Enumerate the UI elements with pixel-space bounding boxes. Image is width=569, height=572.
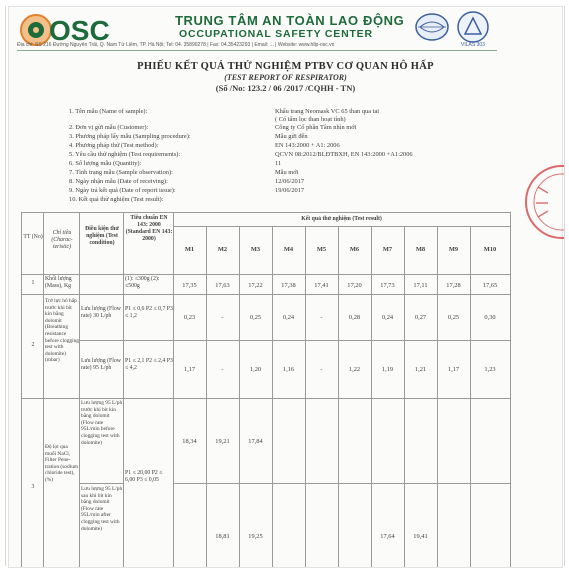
- row-line: [21, 398, 511, 399]
- row3b-value: 19,25: [248, 533, 263, 540]
- row1-value: 17,20: [347, 282, 362, 289]
- svg-text:VILAS 303: VILAS 303: [461, 42, 485, 48]
- row1-value: 17,11: [413, 282, 428, 289]
- row2a-value: 0,28: [348, 314, 361, 321]
- row3b-value: 17,64: [380, 533, 395, 540]
- sample-header: M3: [250, 246, 261, 253]
- row2b-value: -: [320, 366, 323, 373]
- row2b-standard: P1 ≤ 2,1 P2 ≤ 2,4 P3 ≤ 4,2: [125, 358, 173, 371]
- row2b-value: 1,19: [381, 366, 394, 373]
- row3a-value: 19,21: [215, 438, 230, 445]
- table-border-right: [510, 212, 511, 567]
- header-test-condition: Điều kiện thử nghiệm (Test condition): [85, 226, 119, 246]
- row2a-value: 0,24: [381, 314, 394, 321]
- row2b-value: 1,17: [447, 366, 460, 373]
- sample-header: M6: [349, 246, 360, 253]
- row2a-value: 0,23: [183, 314, 196, 321]
- col-line: [305, 226, 306, 567]
- col-line: [206, 226, 207, 567]
- sample-header: M10: [483, 246, 497, 253]
- col-line: [437, 226, 438, 567]
- row3-standard: P1 ≤ 20,00 P2 ≤ 6,00 P3 ≤ 0,05: [125, 470, 163, 483]
- document-page: OSC TRUNG TÂM AN TOÀN LAO ĐỘNG OCCUPATIONAL SAFETY CENTER Địa chỉ: SS 216 Đường Nguyễn Trãi, Q. Nam Từ Liêm, TP. Hà Nội; Tel: 04. 35890278 | Fax: 04.35423293 | Email: ... | Website: www.hllp-osc.vn VILAS 303 PHIẾU KẾT QUẢ THỬ NGHIỆM PTBV CƠ QUAN HÔ HẤP (TEST REPORT OF RESPIRATOR) (Số /No: 123.2 / 06 /2017 /CQHH - TN) 1. Tên mẫu (Name of sample): Khẩu trang Neomask VC 65 than qua tai ( Có tấm lọc than hoạt tính) 2. Đơn vị gửi mẫu (Customer): Công ty Cổ phần Tâm nhìn mới 3. Phương pháp lấy mẫu (Sampling procedure): Mẫu gửi đến 4. Phương pháp thử (Test method): EN 143:2000 + A1: 2006 5. Yêu cầu thử nghiệm (Test requirements): QCVN 08:2012/BLĐTBXH, EN 143:2000 +A1:2006 6. Số lượng mẫu (Quantity): 11 7. Tình trạng mẫu (Sample observation): Mẫu mới 8. Ngày nhận mẫu (Date of receiving): 12/06/2017 9. Ngày trả kết quả (Date of report issue): 19/06/2017 10. Kết quả thử nghiệm (Test result): TT (No) Chỉ tiêu (Charac-teristic) Điều kiện thử nghiệm (Test condition) Tiêu chuẩn EN 143: 2000 (Standard EN 143: 2000) Kết quả thử nghiệm (Test result) M1 M2 M3 M4 M5 M6 M7 M8 M9 M10 1 Khối lượng (Mass), Kg (1): ≤300g (2): ≤500g 17,35 17,63 17,22 17,38 17,41 17,20 17,73 17,11 17,28 17,65 2 Trở lực hô hấp trước khi bít kín bằng dolomit (Breathing resistance before clogging test with dolomite) (mbar) Lưu lượng (Flow rate) 30 L/ph P1 ≤ 0,6 P2 ≤ 0,7 P3 ≤ 1,2 0,23 - 0,25 0,24 - 0,28 0,24 0,27 0,25 0,30 Lưu lượng (Flow rate) 95 L/ph P1 ≤ 2,1 P2 ≤ 2,4 P3 ≤ 4,2 1,17 - 1,20 1,16 - 1,22 1,19 1,21 1,17 1,23 3 Độ lọt qua muối NaCl, Filter Pene-tration (sodium chloride test), (%) P1 ≤ 20,00 P2 ≤ 6,00 P3 ≤ 0,05 Lưu lượng 95 L/ph trước khi bít kín bằng dolomit (Flow rate 95L/min before clogging test with dolomite) 18,34 19,21 17,84 Lưu lượng 95 L/ph sau khi bít kín bằng dolomit (Flow rate 95L/min after clogging test with dolomite) 18,81 19,25 17,64 19,41: [8, 6, 563, 568]
- row-line: [21, 274, 511, 275]
- sample-header: M7: [382, 246, 393, 253]
- table-border-top: [21, 212, 511, 213]
- row-line: [79, 340, 511, 341]
- row1-characteristic: Khối lượng (Mass), Kg: [45, 276, 72, 289]
- row-line: [173, 483, 510, 484]
- col-line: [79, 212, 80, 567]
- certification-emblem-icon: [414, 12, 450, 42]
- col-line: [371, 226, 372, 567]
- row1-value: 17,63: [215, 282, 230, 289]
- row2b-condition: Lưu lượng (Flow rate) 95 L/ph: [81, 358, 121, 371]
- row2b-value: -: [221, 366, 224, 373]
- row3b-value: 18,81: [215, 533, 230, 540]
- row3-no: 3: [31, 484, 35, 490]
- col-line: [123, 212, 124, 567]
- row2a-value: 0,25: [447, 314, 460, 321]
- row2a-value: 0,24: [282, 314, 295, 321]
- vilas-accreditation-icon: [453, 10, 493, 48]
- sample-header: M1: [184, 246, 195, 253]
- row-line: [79, 483, 123, 484]
- row3-characteristic: Độ lọt qua muối NaCl, Filter Pene-tration (sodium chloride test), (%): [45, 444, 79, 483]
- row1-value: 17,38: [281, 282, 296, 289]
- org-contact: Địa chỉ: SS 216 Đường Nguyễn Trãi, Q. Nam Từ Liêm, TP. Hà Nội; Tel: 04. 35890278 | Fax: 04.35423293 | Email: ... | Website: www.hllp-osc.vn: [17, 42, 335, 48]
- col-line: [43, 212, 44, 567]
- scan-right-edge: [564, 6, 565, 566]
- sample-header: M5: [316, 246, 327, 253]
- row1-value: 17,35: [182, 282, 197, 289]
- header-test-result: Kết quả thử nghiệm (Test result): [301, 216, 382, 222]
- row2a-value: -: [320, 314, 323, 321]
- col-line: [173, 212, 174, 567]
- header-characteristic: Chỉ tiêu (Charac-teristic): [51, 230, 73, 250]
- row2a-value: 0,25: [249, 314, 262, 321]
- row1-value: 17,73: [380, 282, 395, 289]
- report-number: (Số /No: 123.2 / 06 /2017 /CQHH - TN): [215, 83, 356, 93]
- report-title: PHIẾU KẾT QUẢ THỬ NGHIỆM PTBV CƠ QUAN HÔ HẤP: [137, 61, 434, 72]
- sample-header: M9: [448, 246, 459, 253]
- row-line: [21, 294, 511, 295]
- row2b-value: 1,20: [249, 366, 262, 373]
- header-no: TT (No): [23, 234, 43, 240]
- logo-text: OSC: [49, 15, 110, 46]
- scan-left-edge: [5, 6, 6, 566]
- table-border-left: [21, 212, 22, 567]
- report-subtitle: (TEST REPORT OF RESPIRATOR): [224, 73, 347, 82]
- row1-value: 17,65: [482, 282, 498, 289]
- red-seal-stamp: [524, 157, 564, 247]
- header-standard: Tiêu chuẩn EN 143: 2000 (Standard EN 143: 2000): [125, 215, 173, 242]
- row2a-condition: Lưu lượng (Flow rate) 30 L/ph: [81, 306, 121, 319]
- row2b-value: 1,16: [282, 366, 295, 373]
- row2a-standard: P1 ≤ 0,6 P2 ≤ 0,7 P3 ≤ 1,2: [125, 306, 173, 319]
- row2b-value: 1,22: [348, 366, 361, 373]
- row-line: [173, 226, 510, 227]
- header-divider: [17, 50, 497, 51]
- row3b-value: 19,41: [413, 533, 428, 540]
- col-line: [470, 226, 471, 567]
- row1-standard: (1): ≤300g (2): ≤500g: [125, 276, 160, 289]
- col-line: [239, 226, 240, 567]
- row2a-value: 0,30: [484, 314, 496, 321]
- results-table: [21, 212, 511, 568]
- row2b-value: 1,23: [484, 366, 496, 373]
- row2b-value: 1,17: [183, 366, 196, 373]
- col-line: [338, 226, 339, 567]
- row1-no: 1: [31, 280, 35, 286]
- row2a-value: -: [221, 314, 224, 321]
- row3a-value: 17,84: [248, 438, 263, 445]
- row1-value: 17,28: [446, 282, 461, 289]
- row2b-value: 1,21: [414, 366, 427, 373]
- row3b-condition: Lưu lượng 95 L/ph sau khi bít kín bằng dolomit (Flow rate 95L/min after clogging test with dolomite): [81, 486, 123, 532]
- sample-header: M2: [217, 246, 228, 253]
- row2-no: 2: [31, 342, 35, 348]
- row3a-condition: Lưu lượng 95 L/ph trước khi bít kín bằng dolomit (Flow rate 95L/min before clogging test with dolomite): [81, 400, 123, 446]
- org-name: TRUNG TÂM AN TOÀN LAO ĐỘNG: [175, 13, 405, 28]
- row1-value: 17,41: [314, 282, 329, 289]
- row2-characteristic: Trở lực hô hấp trước khi bít kín bằng dolomit (Breathing resistance before clogging test with dolomite) (mbar): [45, 298, 79, 364]
- row2a-value: 0,27: [414, 314, 427, 321]
- letterhead: [9, 7, 562, 53]
- sample-header: M8: [415, 246, 426, 253]
- row1-value: 17,22: [248, 282, 263, 289]
- col-line: [272, 226, 273, 567]
- sample-header: M4: [283, 246, 294, 253]
- col-line: [404, 226, 405, 567]
- row3a-value: 18,34: [182, 438, 197, 445]
- org-name-en: OCCUPATIONAL SAFETY CENTER: [179, 28, 373, 40]
